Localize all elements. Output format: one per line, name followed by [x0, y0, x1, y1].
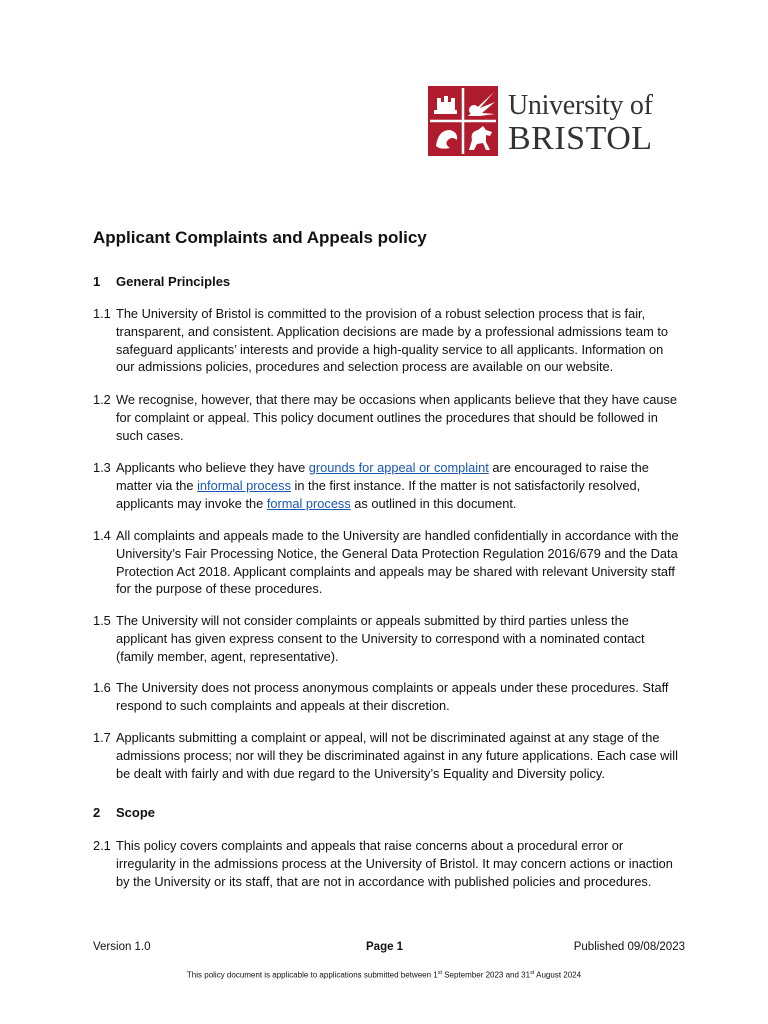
- university-wordmark: [508, 92, 653, 156]
- paragraph-number: 1.1: [93, 306, 111, 321]
- paragraph-1-1: [93, 305, 683, 376]
- text-segment: in the first instance. If the matter is not satisfactorily resolved, applicants may invoke the: [116, 477, 641, 511]
- informal-process-link[interactable]: informal process: [197, 477, 291, 493]
- paragraph-number: 1.4: [93, 528, 111, 543]
- paragraph-number: 2.1: [93, 838, 111, 853]
- paragraph-text: Applicants submitting a complaint or appeal, will not be discriminated against at any stage of the admissions process; nor will they be discriminated against in any future applications. Each case will be dealt with fairly and with due regard to the University’s Equality and Diversity policy.: [116, 730, 678, 781]
- document-title: Applicant Complaints and Appeals policy: [93, 228, 427, 247]
- footer-published-date: Published 09/08/2023: [573, 941, 685, 953]
- paragraph-number: 1.6: [93, 680, 111, 695]
- paragraph-1-4: [93, 527, 683, 598]
- paragraph-1-2: [93, 391, 683, 444]
- note-text: This policy document is applicable to applications submitted between 1: [186, 970, 438, 980]
- paragraph-number: 1.5: [93, 613, 111, 628]
- paragraph-text: The University of Bristol is committed to the provision of a robust selection process that is fair, transparent, and consistent. Application decisions are made by a professional admissions team to safeguard applicants’ interests and provide a high-quality service to all applicants. Information on our admissions policies, procedures and selection process are available on our website.: [116, 306, 668, 375]
- note-superscript: st: [437, 970, 442, 976]
- paragraph-1-7: [93, 729, 683, 782]
- paragraph-number: 1.2: [93, 392, 111, 407]
- text-segment: are encouraged to raise the matter via the: [116, 460, 649, 493]
- section-number: 2: [93, 805, 101, 820]
- paragraph-1-5: [93, 612, 683, 665]
- paragraph-text: This policy covers complaints and appeals that raise concerns about a procedural error or irregularity in the admissions process at the University of Bristol. It may concern actions or inaction by the University or its staff, that are not in accordance with published policies and procedures.: [116, 838, 673, 889]
- paragraph-text: We recognise, however, that there may be occasions when applicants believe that they have cause for complaint or appeal. This policy document outlines the procedures that should be followed in such cases.: [116, 392, 678, 443]
- paragraph-number: 1.3: [93, 460, 111, 475]
- wordmark-line-2: BRISTOL: [508, 120, 653, 157]
- footer-page-number: Page 1: [366, 941, 404, 953]
- university-logo: [428, 86, 678, 156]
- footer-version: Version 1.0: [93, 941, 151, 953]
- note-text: September 2023 and 31: [442, 970, 531, 980]
- wordmark-line-1: University of: [508, 90, 653, 121]
- grounds-for-appeal-link[interactable]: grounds for appeal or complaint: [308, 460, 489, 475]
- paragraph-text: The University will not consider complaints or appeals submitted by third parties unless the applicant has given express consent to the University to correspond with a nominated contact (family member, agent, representative).: [116, 613, 645, 664]
- paragraph-2-1: [93, 837, 683, 890]
- paragraph-1-3: [93, 459, 683, 512]
- paragraph-number: 1.7: [93, 730, 111, 745]
- note-text: August 2024: [534, 970, 582, 980]
- paragraph-text: All complaints and appeals made to the University are handled confidentially in accordance with the University’s Fair Processing Notice, the General Data Protection Regulation 2016/679 and the Data Protection Act 2018. Applicant complaints and appeals may be shared with relevant University staff for the purpose of these procedures.: [116, 528, 679, 597]
- section-number: 1: [93, 274, 101, 289]
- paragraph-text: The University does not process anonymous complaints or appeals under these procedures. Staff respond to such complaints and appeals at their discretion.: [116, 680, 669, 713]
- text-segment: as outlined in this document.: [350, 495, 517, 511]
- text-segment: Applicants who believe they have: [116, 460, 309, 475]
- section-heading-1: [93, 274, 230, 289]
- section-heading-2: [93, 805, 155, 820]
- university-crest-icon: [428, 86, 498, 156]
- paragraph-text: [116, 459, 683, 512]
- applicability-note: [0, 970, 768, 980]
- paragraph-1-6: [93, 679, 683, 715]
- section-title: General Principles: [116, 274, 231, 289]
- formal-process-link[interactable]: formal process: [266, 495, 351, 511]
- note-superscript: st: [530, 970, 535, 976]
- section-title: Scope: [116, 805, 156, 820]
